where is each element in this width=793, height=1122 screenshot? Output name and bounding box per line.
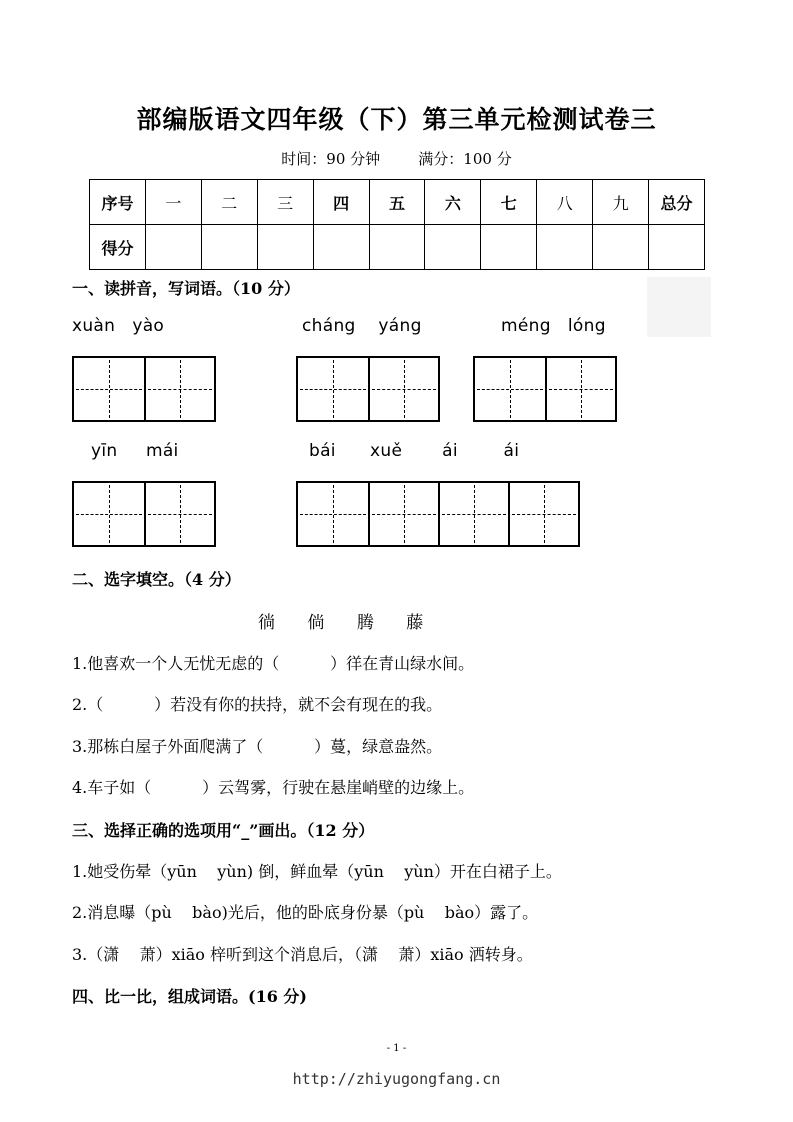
page-title: 部编版语文四年级（下）第三单元检测试卷三 — [136, 105, 657, 134]
table-cell: 二 — [201, 180, 257, 225]
pinyin-prompt: xuàn yào — [72, 316, 165, 336]
writing-cell[interactable] — [144, 483, 214, 545]
score-table-score-row — [90, 225, 705, 270]
score-entry-cell[interactable] — [425, 225, 481, 270]
score-entry-cell[interactable] — [649, 225, 705, 270]
question-line: 1.她受伤晕（yūn yùn) 倒，鲜血晕（yūn yùn）开在白裙子上。 — [72, 862, 562, 881]
table-cell: 八 — [537, 180, 593, 225]
section-4-heading: 四、比一比，组成词语。(16 分) — [72, 987, 307, 1006]
writing-cell[interactable] — [508, 483, 578, 545]
score-entry-cell[interactable] — [369, 225, 425, 270]
score-entry-cell[interactable] — [257, 225, 313, 270]
writing-grid[interactable] — [72, 356, 216, 422]
score-entry-cell[interactable] — [313, 225, 369, 270]
writing-cell[interactable] — [74, 483, 144, 545]
exam-time-score: 时间：90 分钟 满分：100 分 — [281, 150, 512, 168]
question-line: 3.（潇 萧）xiāo 梓听到这个消息后，（潇 萧）xiāo 洒转身。 — [72, 945, 533, 964]
table-cell: 序号 — [90, 180, 146, 225]
character-choices: 徜 倘 腾 藤 — [258, 613, 424, 633]
table-cell: 七 — [481, 180, 537, 225]
score-table — [89, 179, 705, 270]
writing-cell[interactable] — [368, 358, 438, 420]
table-cell: 得分 — [90, 225, 146, 270]
score-entry-cell[interactable] — [481, 225, 537, 270]
score-entry-cell[interactable] — [537, 225, 593, 270]
table-cell: 三 — [257, 180, 313, 225]
question-line: 2.消息曝（pù bào)光后，他的卧底身份暴（pù bào）露了。 — [72, 903, 539, 922]
writing-cell[interactable] — [438, 483, 508, 545]
score-table-header-row — [90, 180, 705, 225]
source-url[interactable]: http://zhiyugongfang.cn — [292, 1070, 501, 1088]
table-cell: 四 — [313, 180, 369, 225]
score-entry-cell[interactable] — [201, 225, 257, 270]
score-entry-cell[interactable] — [145, 225, 201, 270]
writing-grid[interactable] — [296, 481, 580, 547]
pinyin-prompt: bái xuě ái ái — [309, 441, 520, 461]
writing-grid[interactable] — [473, 356, 617, 422]
table-cell: 九 — [593, 180, 649, 225]
pinyin-prompt: yīn mái — [91, 441, 179, 461]
writing-cell[interactable] — [298, 358, 368, 420]
scan-smudge — [647, 277, 711, 337]
question-line: 2.（ ）若没有你的扶持，就不会有现在的我。 — [72, 695, 443, 714]
writing-cell[interactable] — [74, 358, 144, 420]
table-cell: 一 — [145, 180, 201, 225]
question-line: 3.那栋白屋子外面爬满了（ ）蔓，绿意盎然。 — [72, 737, 443, 756]
page-number: - 1 - — [386, 1043, 407, 1054]
writing-cell[interactable] — [545, 358, 615, 420]
question-line: 1.他喜欢一个人无忧无虑的（ ）徉在青山绿水间。 — [72, 654, 475, 673]
writing-cell[interactable] — [144, 358, 214, 420]
pinyin-prompt: cháng yáng — [302, 316, 422, 336]
question-line: 4.车子如（ ）云驾雾，行驶在悬崖峭壁的边缘上。 — [72, 778, 475, 797]
writing-cell[interactable] — [298, 483, 368, 545]
writing-grid[interactable] — [72, 481, 216, 547]
writing-cell[interactable] — [368, 483, 438, 545]
table-cell: 六 — [425, 180, 481, 225]
section-1-heading: 一、读拼音，写词语。（10 分） — [72, 279, 300, 298]
writing-cell[interactable] — [475, 358, 545, 420]
score-entry-cell[interactable] — [593, 225, 649, 270]
section-2-heading: 二、选字填空。（4 分） — [72, 570, 241, 589]
table-cell: 总分 — [649, 180, 705, 225]
pinyin-prompt: méng lóng — [501, 316, 606, 336]
section-3-heading: 三、选择正确的选项用“_”画出。（12 分） — [72, 821, 375, 840]
table-cell: 五 — [369, 180, 425, 225]
writing-grid[interactable] — [296, 356, 440, 422]
